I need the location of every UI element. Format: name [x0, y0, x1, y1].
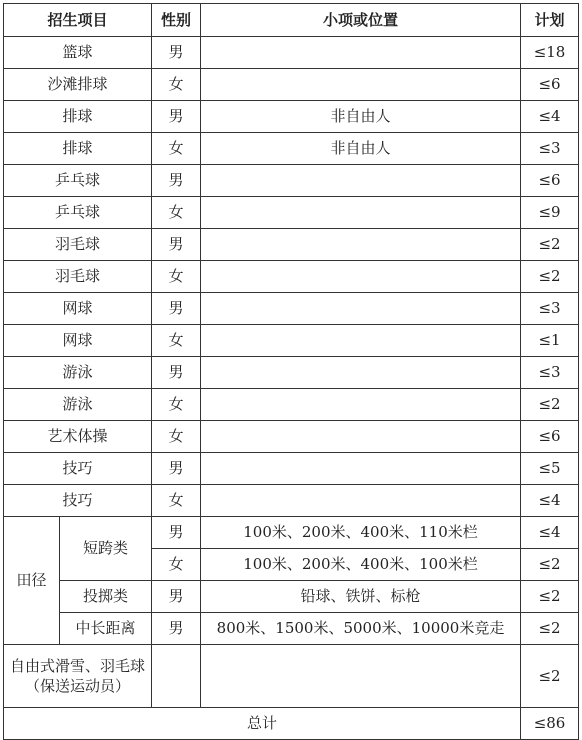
event-cell	[201, 645, 521, 708]
header-plan: 计划	[521, 4, 579, 37]
page	[3, 3, 579, 740]
event-cell	[201, 389, 521, 421]
gender-cell: 女	[152, 69, 201, 101]
gender-cell: 男	[152, 37, 201, 69]
table-row	[4, 453, 579, 485]
event-cell	[201, 357, 521, 389]
event-cell	[201, 421, 521, 453]
special-row	[4, 645, 579, 708]
plan-cell: ≤2	[521, 581, 579, 613]
event-cell: 非自由人	[201, 101, 521, 133]
gender-cell: 女	[152, 197, 201, 229]
project-cell: 艺术体操	[4, 421, 152, 453]
table-row	[4, 325, 579, 357]
event-cell	[201, 37, 521, 69]
table-row	[4, 69, 579, 101]
plan-cell: ≤3	[521, 357, 579, 389]
event-cell: 100米、200米、400米、110米栏	[201, 517, 521, 549]
event-cell	[201, 229, 521, 261]
gender-cell: 男	[152, 581, 201, 613]
track-row-distance	[4, 613, 579, 645]
table-row	[4, 197, 579, 229]
gender-cell: 男	[152, 229, 201, 261]
event-cell	[201, 453, 521, 485]
table-row	[4, 229, 579, 261]
total-label: 总计	[4, 708, 521, 740]
plan-cell: ≤4	[521, 517, 579, 549]
event-cell: 非自由人	[201, 133, 521, 165]
event-cell: 铅球、铁饼、标枪	[201, 581, 521, 613]
gender-cell: 女	[152, 325, 201, 357]
plan-cell: ≤5	[521, 453, 579, 485]
track-throw-label: 投掷类	[60, 581, 152, 613]
gender-cell: 女	[152, 485, 201, 517]
project-cell: 排球	[4, 133, 152, 165]
gender-cell: 女	[152, 133, 201, 165]
project-cell: 技巧	[4, 485, 152, 517]
table-row	[4, 421, 579, 453]
table-body	[4, 37, 579, 740]
track-sprint-label: 短跨类	[60, 517, 152, 581]
project-cell: 乒乓球	[4, 165, 152, 197]
plan-cell: ≤6	[521, 69, 579, 101]
event-cell	[201, 69, 521, 101]
plan-cell: ≤2	[521, 229, 579, 261]
project-cell: 游泳	[4, 357, 152, 389]
event-cell: 800米、1500米、5000米、10000米竞走	[201, 613, 521, 645]
gender-cell: 男	[152, 517, 201, 549]
gender-cell: 女	[152, 421, 201, 453]
header-event: 小项或位置	[201, 4, 521, 37]
total-row	[4, 708, 579, 740]
gender-cell: 女	[152, 261, 201, 293]
plan-cell: ≤2	[521, 549, 579, 581]
plan-cell: ≤6	[521, 165, 579, 197]
table-row	[4, 261, 579, 293]
event-cell	[201, 485, 521, 517]
table-row	[4, 357, 579, 389]
plan-cell: ≤2	[521, 389, 579, 421]
plan-cell: ≤2	[521, 613, 579, 645]
gender-cell: 女	[152, 549, 201, 581]
event-cell	[201, 197, 521, 229]
plan-cell: ≤4	[521, 485, 579, 517]
special-project-cell: 自由式滑雪、羽毛球（保送运动员）	[4, 645, 152, 708]
table-row	[4, 389, 579, 421]
project-cell: 技巧	[4, 453, 152, 485]
gender-cell: 男	[152, 453, 201, 485]
track-row-sprint-male	[4, 517, 579, 549]
plan-cell: ≤3	[521, 293, 579, 325]
enrollment-plan-table	[3, 3, 579, 740]
project-cell: 排球	[4, 101, 152, 133]
header-project: 招生项目	[4, 4, 152, 37]
project-cell: 篮球	[4, 37, 152, 69]
table-row	[4, 101, 579, 133]
project-cell: 网球	[4, 325, 152, 357]
project-cell: 游泳	[4, 389, 152, 421]
gender-cell: 男	[152, 613, 201, 645]
event-cell: 100米、200米、400米、100米栏	[201, 549, 521, 581]
plan-cell: ≤4	[521, 101, 579, 133]
gender-cell: 男	[152, 101, 201, 133]
plan-cell: ≤6	[521, 421, 579, 453]
plan-cell: ≤2	[521, 261, 579, 293]
gender-cell: 女	[152, 389, 201, 421]
table-row	[4, 37, 579, 69]
plan-cell: ≤3	[521, 133, 579, 165]
table-row	[4, 293, 579, 325]
gender-cell: 男	[152, 165, 201, 197]
project-cell: 网球	[4, 293, 152, 325]
gender-cell: 男	[152, 357, 201, 389]
total-plan: ≤86	[521, 708, 579, 740]
project-cell: 沙滩排球	[4, 69, 152, 101]
track-row-throw	[4, 581, 579, 613]
plan-cell: ≤18	[521, 37, 579, 69]
track-label: 田径	[4, 517, 60, 645]
gender-cell	[152, 645, 201, 708]
event-cell	[201, 293, 521, 325]
gender-cell: 男	[152, 293, 201, 325]
header-gender: 性别	[152, 4, 201, 37]
project-cell: 羽毛球	[4, 261, 152, 293]
track-distance-label: 中长距离	[60, 613, 152, 645]
event-cell	[201, 261, 521, 293]
table-row	[4, 133, 579, 165]
project-cell: 羽毛球	[4, 229, 152, 261]
plan-cell: ≤2	[521, 645, 579, 708]
table-row	[4, 485, 579, 517]
header-row	[4, 4, 579, 37]
project-cell: 乒乓球	[4, 197, 152, 229]
plan-cell: ≤9	[521, 197, 579, 229]
event-cell	[201, 165, 521, 197]
event-cell	[201, 325, 521, 357]
table-row	[4, 165, 579, 197]
plan-cell: ≤1	[521, 325, 579, 357]
